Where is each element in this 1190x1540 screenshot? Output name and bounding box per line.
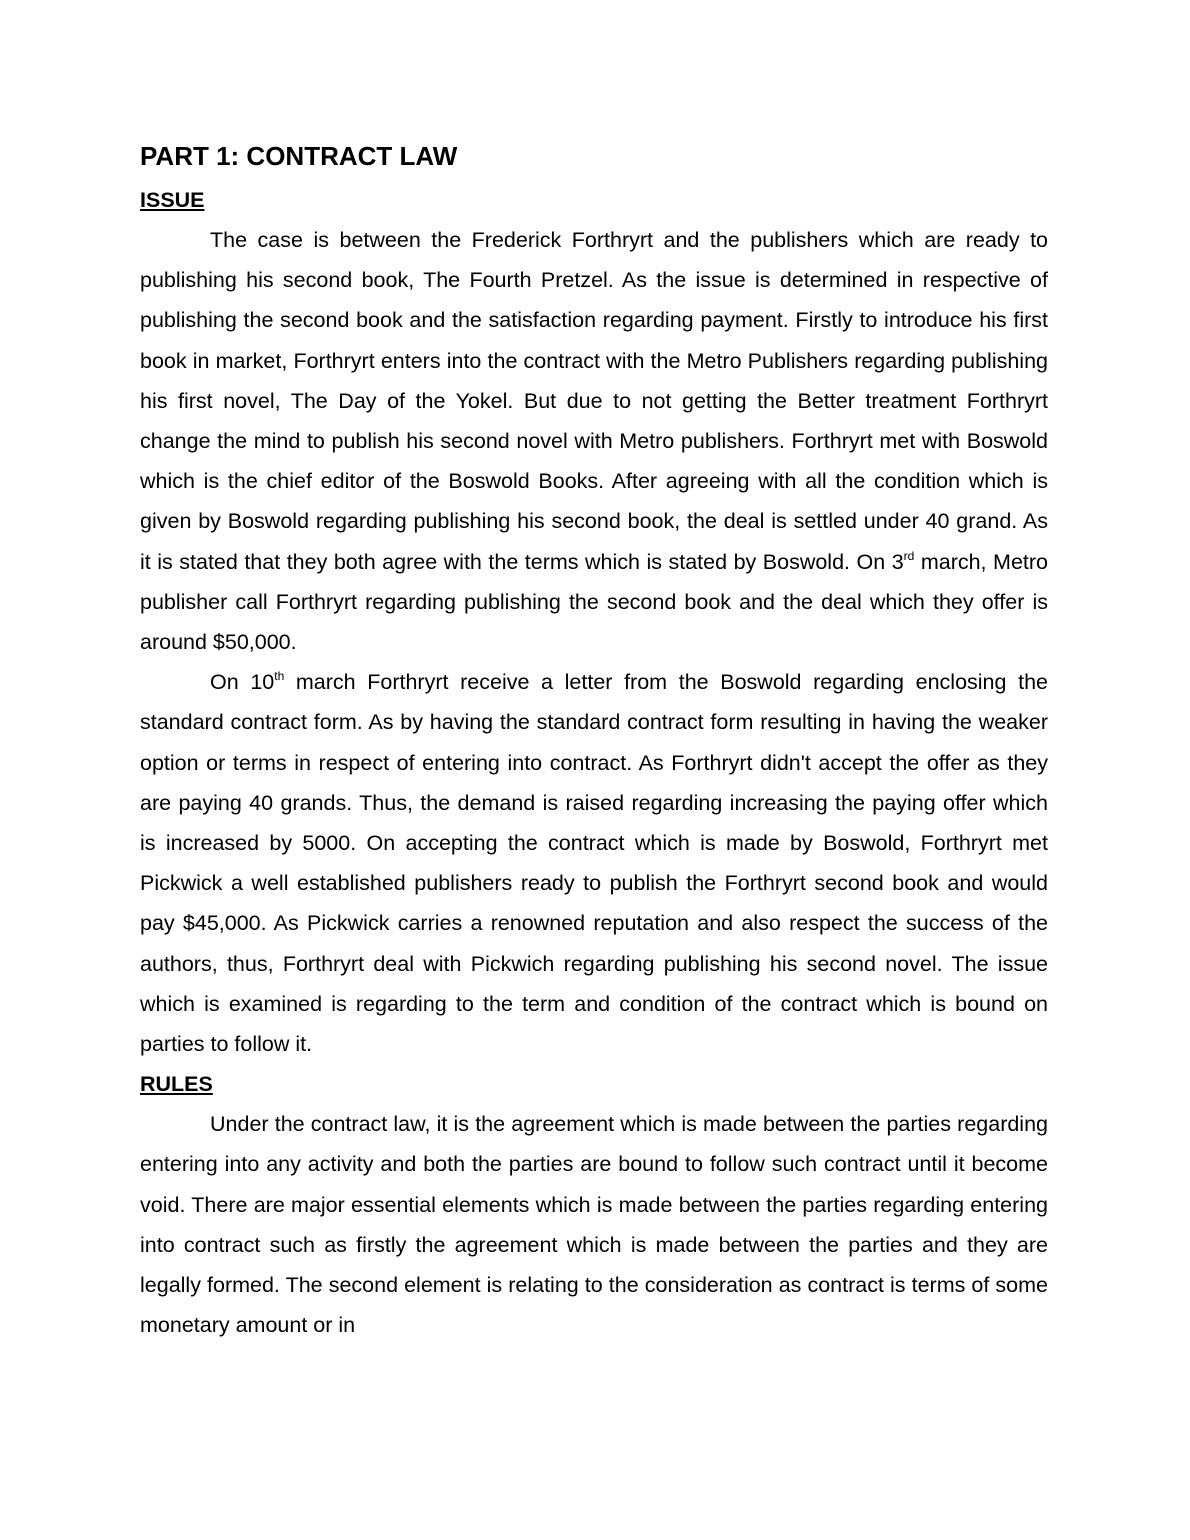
- issue-heading: ISSUE: [140, 188, 205, 212]
- issue-paragraph-2-sup: th: [274, 669, 285, 684]
- issue-paragraph-2: [140, 662, 1048, 1064]
- rules-heading: RULES: [140, 1072, 213, 1097]
- document-page: [140, 138, 1048, 1345]
- part-title: PART 1: CONTRACT LAW: [140, 141, 458, 171]
- issue-paragraph-1-sup: rd: [903, 548, 915, 563]
- issue-paragraph-1-text-b: march, Metro publisher call Forthryrt regarding publishing the second book and the deal which they offer is around $50,000.: [140, 549, 1048, 655]
- rules-paragraph-1: Under the contract law, it is the agreement which is made between the parties regarding entering into any activity and both the parties are bound to follow such contract until it become void. There are major essential elements which is made between the parties regarding entering into contract such as firstly the agreement which is made between the parties and they are legally formed. The second element is relating to the consideration as contract is terms of some monetary amount or in: [140, 1112, 1048, 1338]
- issue-paragraph-2-text-a: On 10: [210, 670, 275, 695]
- issue-paragraph-1: [140, 220, 1048, 662]
- issue-paragraph-2-text-b: march Forthryrt receive a letter from the Boswold regarding enclosing the standard contract form. As by having the standard contract form resulting in having the weaker option or terms in respect of entering into contract. As Forthryrt didn't accept the offer as they are paying 40 grands. Thus, the demand is raised regarding increasing the paying offer which is increased by 5000. On accepting the contract which is made by Boswold, Forthryrt met Pickwick a well established publishers ready to publish the Forthryrt second book and would pay $45,000. As Pickwick carries a renowned reputation and also respect the success of the authors, thus, Forthryrt deal with Pickwich regarding publishing his second novel. The issue which is examined is regarding to the term and condition of the contract which is bound on parties to follow it.: [140, 670, 1048, 1057]
- issue-paragraph-1-text-a: The case is between the Frederick Forthryrt and the publishers which are ready to publishing his second book, The Fourth Pretzel. As the issue is determined in respective of publishing the second book and the satisfaction regarding payment. Firstly to introduce his first book in market, Forthryrt enters into the contract with the Metro Publishers regarding publishing his first novel, The Day of the Yokel. But due to not getting the Better treatment Forthryrt change the mind to publish his second novel with Metro publishers. Forthryrt met with Boswold which is the chief editor of the Boswold Books. After agreeing with all the condition which is given by Boswold regarding publishing his second book, the deal is settled under 40 grand. As it is stated that they both agree with the terms which is stated by Boswold. On 3: [140, 228, 1048, 574]
